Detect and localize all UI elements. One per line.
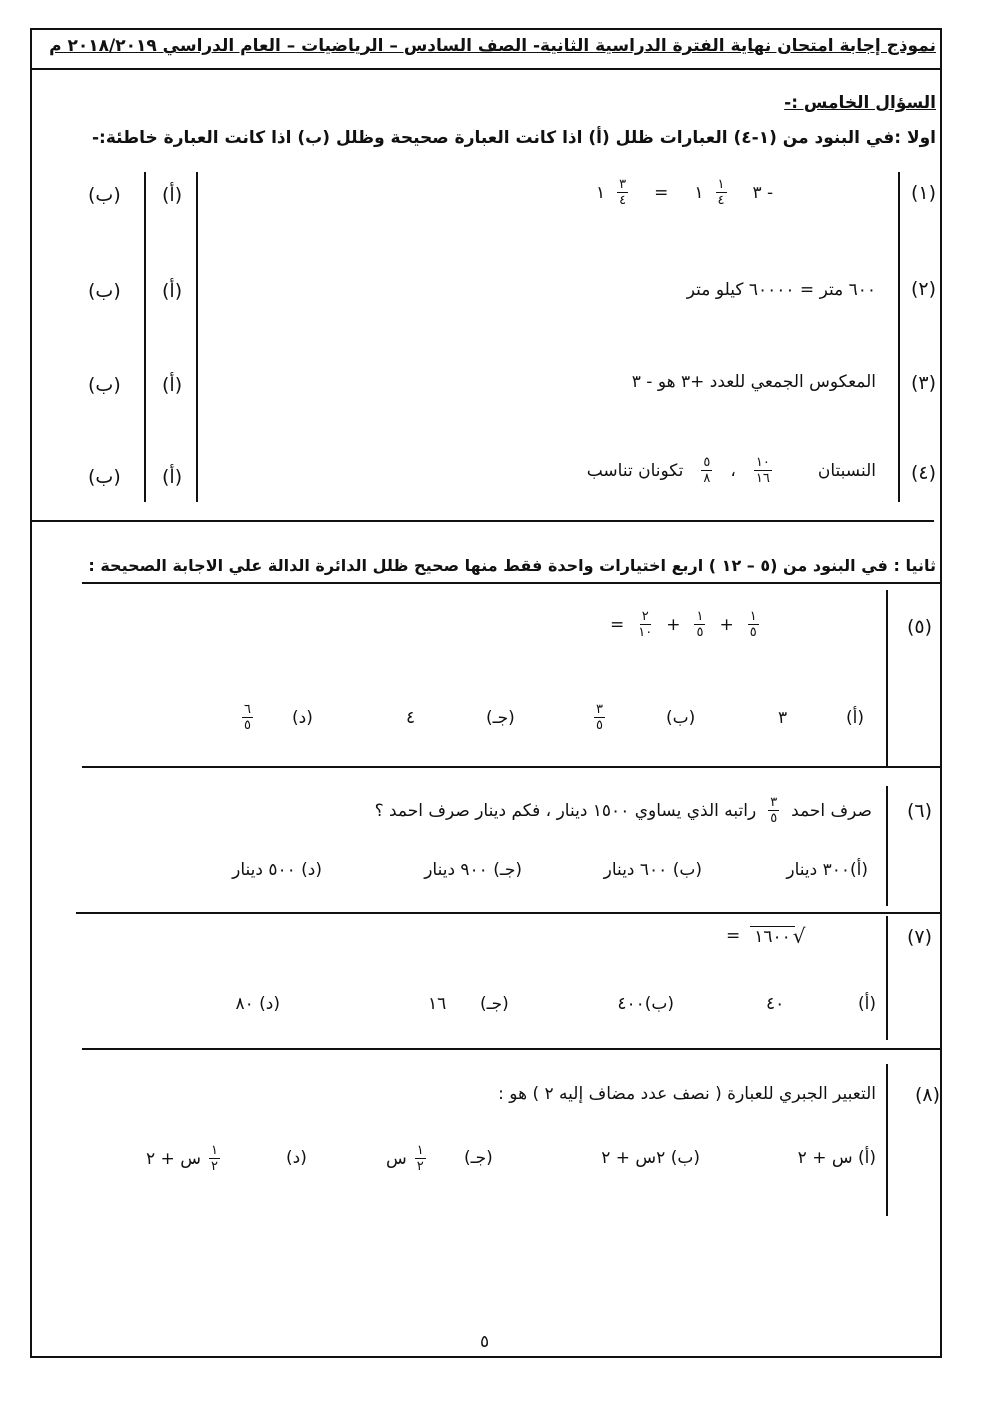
q5-plus-1: + bbox=[666, 614, 681, 635]
frame-bottom bbox=[30, 1356, 942, 1358]
tf-item-3-text: المعكوس الجمعي للعدد +٣ هو - ٣ bbox=[631, 372, 876, 392]
header-divider bbox=[30, 68, 942, 70]
page-title: نموذج إجابة امتحان نهاية الفترة الدراسية الثانية- الصف السادس – الرياضيات – العام الدراسي ٢٠١٨/٢٠١٩ م bbox=[49, 36, 936, 56]
eq-equals: = bbox=[654, 182, 669, 203]
tf-option-b[interactable]: (ب) bbox=[88, 374, 121, 396]
q6-option-d[interactable]: (د) ٥٠٠ دينار bbox=[232, 860, 322, 880]
mc-item-number: (٦) bbox=[906, 800, 932, 822]
frame-left bbox=[30, 28, 32, 1358]
q6-fraction: $\frac{٣}{٥}$ bbox=[770, 795, 778, 826]
tf-option-a[interactable]: (أ) bbox=[162, 374, 183, 396]
q5-fraction-1: $\frac{١}{٥}$ bbox=[749, 609, 757, 640]
tf-option-a[interactable]: (أ) bbox=[162, 184, 183, 206]
q8-option-a[interactable]: (أ) س + ٢ bbox=[797, 1148, 876, 1168]
q6-option-a[interactable]: (أ)٣٠٠ دينار bbox=[786, 860, 868, 880]
q7-option-a-label[interactable]: (أ) bbox=[858, 994, 877, 1014]
tf-option-b[interactable]: (ب) bbox=[88, 184, 121, 206]
q6-option-c[interactable]: (جـ) ٩٠٠ دينار bbox=[424, 860, 522, 880]
tf-column-divider-3 bbox=[898, 172, 900, 502]
tf-option-b[interactable]: (ب) bbox=[88, 280, 121, 302]
eq-lhs-whole: ٣ - bbox=[752, 182, 774, 203]
q6-question bbox=[375, 796, 872, 825]
mc-number-divider-2 bbox=[886, 786, 888, 906]
q5-plus-2: + bbox=[719, 614, 734, 635]
q5-option-b-label[interactable]: (ب) bbox=[666, 708, 696, 728]
tf-item-2-text: ٦٠٠ متر = ٦٠٠٠٠ كيلو متر bbox=[686, 280, 876, 300]
tf-item-1-equation bbox=[596, 178, 773, 207]
question-title: السؤال الخامس :- bbox=[784, 93, 936, 113]
q5-option-c-label[interactable]: (جـ) bbox=[486, 708, 515, 728]
q5-fraction-2: $\frac{١}{٥}$ bbox=[696, 609, 704, 640]
q7-option-b[interactable]: (ب)٤٠٠ bbox=[617, 994, 674, 1014]
q7-radicand: ١٦٠٠ bbox=[750, 926, 795, 947]
q8-option-d-label[interactable]: (د) bbox=[286, 1148, 307, 1168]
frame-top bbox=[30, 28, 942, 30]
part2-instruction: ثانيا : في البنود من (٥ – ١٢ ) اربع اختيارات واحدة فقط منها صحيح ظلل الدائرة الدالة علي الاجابة الصحيحة : bbox=[88, 556, 936, 575]
q6-text-start: صرف احمد bbox=[791, 800, 872, 821]
tf-option-a[interactable]: (أ) bbox=[162, 280, 183, 302]
q6-option-b[interactable]: (ب) ٦٠٠ دينار bbox=[603, 860, 702, 880]
q7-option-c-value: ١٦ bbox=[428, 994, 447, 1014]
tf-item-number: (١) bbox=[910, 182, 936, 204]
ratio-1: $\frac{١٠}{١٦}$ bbox=[755, 455, 770, 486]
tf-item-number: (٢) bbox=[910, 278, 936, 300]
mc-item-number: (٨) bbox=[914, 1084, 940, 1106]
q8-option-d-value: $\frac{١}{٢}$ س + ٢ bbox=[146, 1143, 218, 1174]
tf-item-4-end: تكونان تناسب bbox=[586, 460, 684, 481]
q5-expression bbox=[610, 610, 759, 639]
q6-divider bbox=[76, 912, 940, 914]
tf-column-divider-1 bbox=[196, 172, 198, 502]
q5-option-a-label[interactable]: (أ) bbox=[846, 708, 865, 728]
q5-equals: = bbox=[610, 614, 625, 635]
eq-rhs-whole: ١ bbox=[596, 182, 606, 203]
q5-option-b-value: $\frac{٣}{٥}$ bbox=[596, 702, 603, 733]
mc-number-divider-1 bbox=[886, 590, 888, 766]
mc-number-divider-4 bbox=[886, 1064, 888, 1216]
tf-column-divider-2 bbox=[144, 172, 146, 502]
q8-option-c-label[interactable]: (جـ) bbox=[464, 1148, 493, 1168]
eq-lhs-fraction: $\frac{١}{٤}$ bbox=[717, 177, 725, 208]
q5-fraction-3: $\frac{٢}{١٠}$ bbox=[638, 609, 653, 640]
part1-instruction: اولا :في البنود من (١-٤) العبارات ظلل (أ) اذا كانت العبارة صحيحة وظلل (ب) اذا كانت العبارة خاطئة:- bbox=[92, 128, 936, 148]
tf-item-number: (٣) bbox=[910, 372, 936, 394]
mc-item-number: (٧) bbox=[906, 926, 932, 948]
tf-item-number: (٤) bbox=[910, 462, 936, 484]
q6-text-end: راتبه الذي يساوي ١٥٠٠ دينار ، فكم دينار صرف احمد ؟ bbox=[374, 800, 757, 821]
q7-equals: = bbox=[726, 926, 741, 946]
ratio-separator: ، bbox=[730, 460, 736, 481]
q7-option-d[interactable]: (د) ٨٠ bbox=[235, 994, 280, 1014]
q7-option-a-value: ٤٠ bbox=[766, 994, 785, 1014]
eq-lhs-mixed-whole: ١ bbox=[694, 182, 704, 203]
q7-option-c-label[interactable]: (جـ) bbox=[480, 994, 509, 1014]
eq-rhs-fraction: $\frac{٣}{٤}$ bbox=[619, 177, 627, 208]
q5-option-d-label[interactable]: (د) bbox=[292, 708, 313, 728]
mc-number-divider-3 bbox=[886, 916, 888, 1040]
part-divider bbox=[30, 520, 934, 522]
frame-right bbox=[940, 28, 942, 1358]
part2-divider bbox=[82, 582, 940, 584]
ratio-2: $\frac{٥}{٨}$ bbox=[703, 455, 711, 486]
q5-option-a-value: ٣ bbox=[778, 708, 788, 728]
q7-radical-sign: √ bbox=[792, 924, 806, 948]
tf-option-a[interactable]: (أ) bbox=[162, 466, 183, 488]
q7-divider bbox=[82, 1048, 940, 1050]
q8-question: التعبير الجبري للعبارة ( نصف عدد مضاف إليه ٢ ) هو : bbox=[498, 1084, 876, 1104]
tf-item-4-text bbox=[587, 456, 876, 485]
tf-item-4-start: النسبتان bbox=[817, 460, 876, 481]
q5-option-c-value: ٤ bbox=[406, 708, 416, 728]
q8-option-c-value: $\frac{١}{٢}$ س bbox=[386, 1143, 424, 1174]
q8-option-b[interactable]: (ب) ٢س + ٢ bbox=[601, 1148, 700, 1168]
q5-divider bbox=[82, 766, 940, 768]
page-number: ٥ bbox=[480, 1332, 490, 1352]
q5-option-d-value: $\frac{٦}{٥}$ bbox=[244, 702, 251, 733]
q7-expression bbox=[726, 924, 806, 948]
tf-option-b[interactable]: (ب) bbox=[88, 466, 121, 488]
mc-item-number: (٥) bbox=[906, 616, 932, 638]
